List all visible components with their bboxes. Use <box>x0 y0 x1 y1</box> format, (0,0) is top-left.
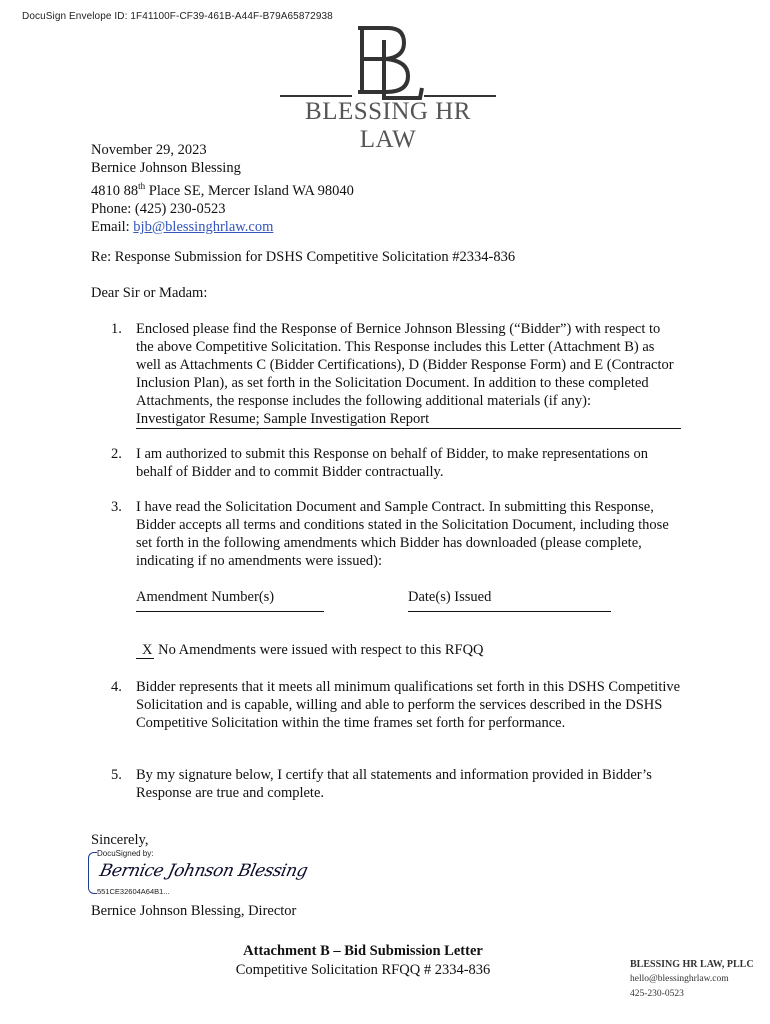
salutation: Dear Sir or Madam: <box>91 285 208 301</box>
sender-phone: Phone: (425) 230-0523 <box>91 200 226 217</box>
list-item-3: 3. I have read the Solicitation Document and Sample Contract. In submitting this Response, Bidder accepts all terms and conditions stated in the Solicitation Document, including those set forth in the following amendments which Bidder has downloaded (please complete, indicating if no amendments were issued): <box>111 499 669 569</box>
signature-bracket <box>88 852 97 894</box>
firm-logo <box>280 26 496 153</box>
list-item-4: 4. Bidder represents that it meets all minimum qualifications set forth in this DSHS Competitive Solicitation and is capable, willing and able to perform the services described in the DSHS Competitive Solicitation within the time frames set forth for performance. <box>111 679 681 731</box>
firm-name: BLESSING HR LAW <box>305 98 471 153</box>
footer-firm: BLESSING HR LAW, PLLC <box>630 959 754 970</box>
sender-name: Bernice Johnson Blessing <box>91 160 241 176</box>
handwritten-signature: Bernice Johnson Blessing <box>97 861 310 881</box>
list-item-1: 1. Enclosed please find the Response of Bernice Johnson Blessing (“Bidder”) with respect to the above Competitive Solicitation. This Response includes this Letter (Attachment B) as well as Attachments C (Bidder Certifications), D (Bidder Response Form) and E (Contractor Inclusion Plan), as set forth in the Solicitation Document. In addition to these completed Attachments, the response includes the following additional materials (if any): Investigator Resume; Sample Investigation Report <box>111 320 681 429</box>
additional-materials-field: Investigator Resume; Sample Investigation Report <box>136 410 681 429</box>
letter-date: November 29, 2023 <box>91 142 207 158</box>
docusign-envelope-id: DocuSign Envelope ID: 1F41100F-CF39-461B-A44F-B79A65872938 <box>22 11 333 22</box>
bl-monogram-icon <box>280 26 496 102</box>
re-line: Re: Response Submission for DSHS Competitive Solicitation #2334-836 <box>91 249 516 265</box>
list-item-2: 2. I am authorized to submit this Response on behalf of Bidder, to make representations on behalf of Bidder and to commit Bidder contractually. <box>111 446 649 480</box>
signer-name: Bernice Johnson Blessing, Director <box>91 903 297 919</box>
docusign-signature[interactable] <box>88 849 310 898</box>
dates-issued-label: Date(s) Issued <box>408 589 492 605</box>
closing-sincerely: Sincerely, <box>91 832 149 848</box>
footer-solicitation: Competitive Solicitation RFQQ # 2334-836 <box>235 962 491 978</box>
sender-email: Email: bjb@blessinghrlaw.com <box>91 218 274 235</box>
email-link[interactable]: bjb@blessinghrlaw.com <box>133 218 274 235</box>
no-amendments-checkmark: X <box>136 642 154 659</box>
dates-issued-blank <box>408 611 611 612</box>
docusign-id: 551CE32604A64B1... <box>97 887 170 896</box>
amendment-number-label: Amendment Number(s) <box>136 589 275 605</box>
docusigned-by-label: DocuSigned by: <box>97 849 154 858</box>
footer-phone: 425-230-0523 <box>630 989 684 999</box>
list-item-5: 5. By my signature below, I certify that all statements and information provided in Bidder’s Response are true and complete. <box>111 767 652 801</box>
no-amendments-line <box>136 641 484 659</box>
footer-email: hello@blessinghrlaw.com <box>630 974 729 984</box>
no-amendments-text: No Amendments were issued with respect to this RFQQ <box>158 642 484 658</box>
letter-header <box>91 141 354 236</box>
sender-address: 4810 88th Place SE, Mercer Island WA 98040 <box>91 181 354 199</box>
footer-attachment-title: Attachment B – Bid Submission Letter <box>243 943 483 959</box>
amendment-number-blank <box>136 611 324 612</box>
